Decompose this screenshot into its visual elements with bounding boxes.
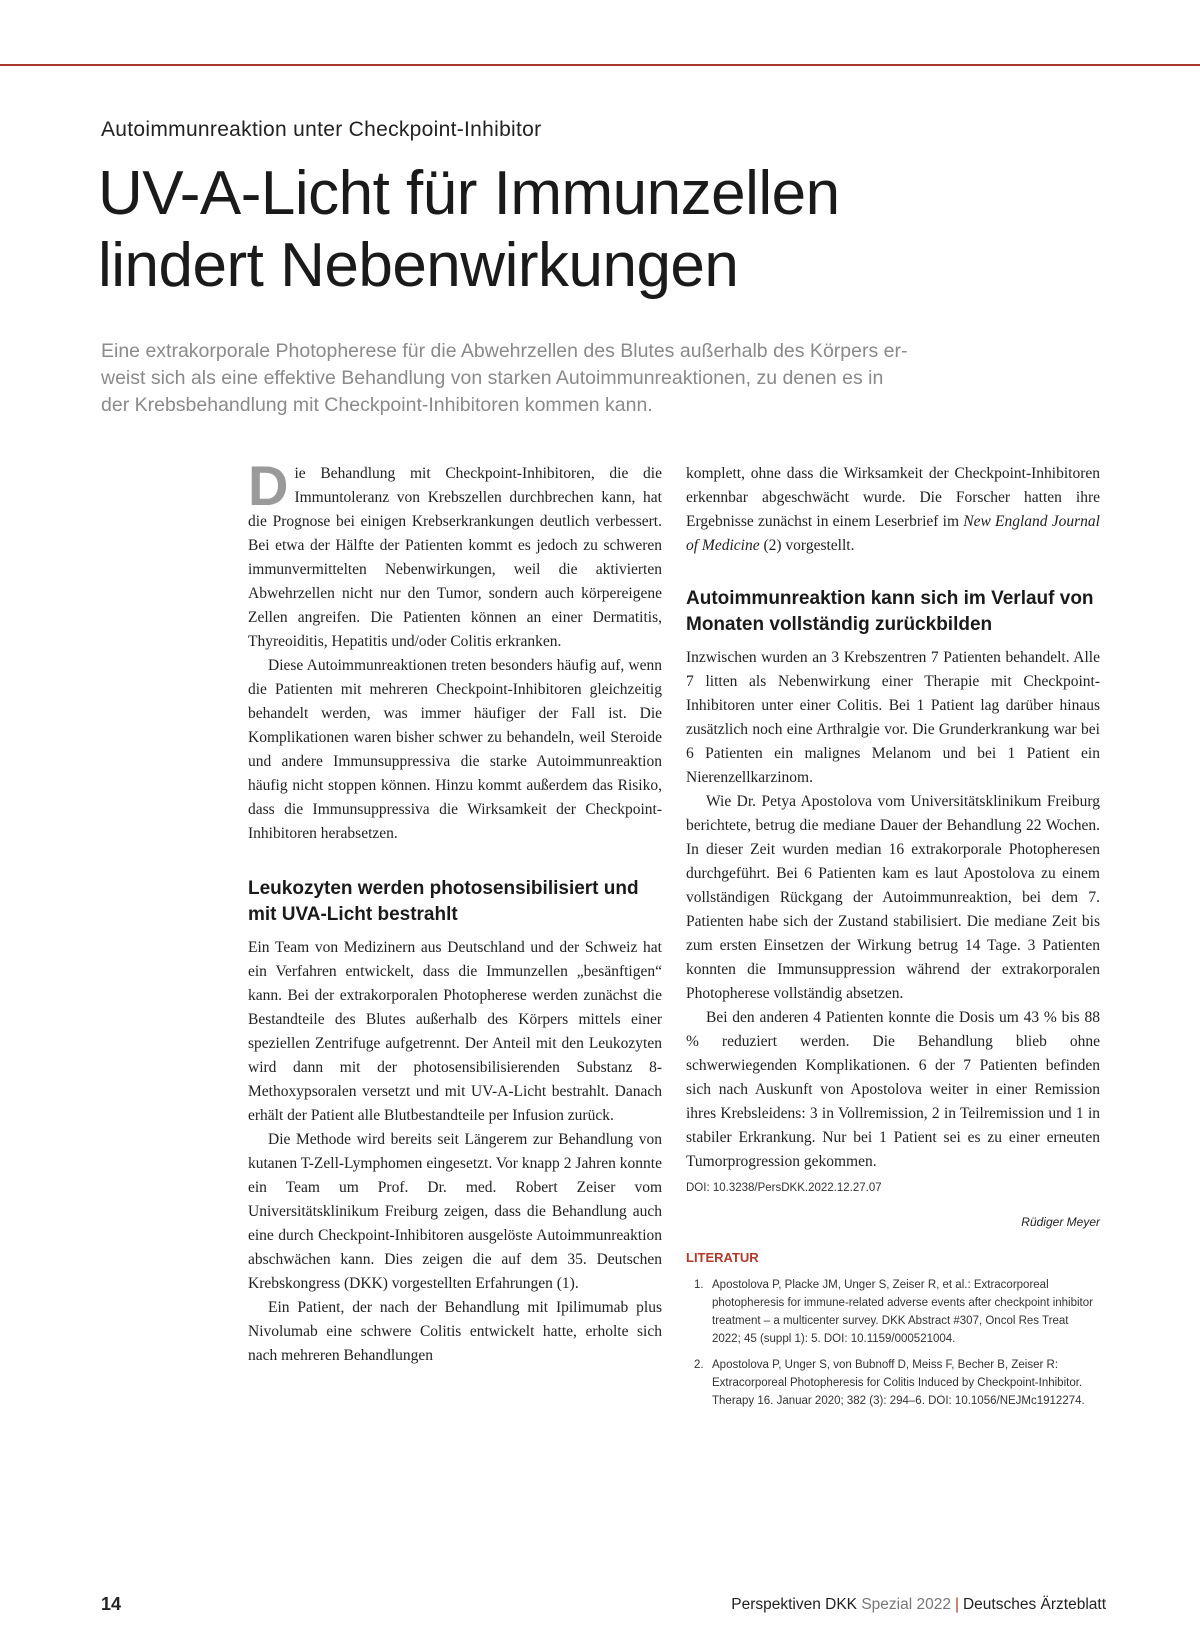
journal-title: Deutsches Ärzteblatt — [962, 1596, 1106, 1613]
drop-cap: D — [248, 454, 289, 517]
doi: DOI: 10.3238/PersDKK.2022.12.27.07 — [686, 1182, 882, 1194]
subheading-2: Autoimmunreaktion kann sich im Verlauf von Monaten vollständig zurückbilden — [686, 588, 1094, 635]
headline-line-1: UV-A-Licht für Immunzellen — [98, 159, 840, 228]
publication-name: Perspektiven DKK — [731, 1596, 858, 1613]
paragraph-4: Die Methode wird bereits seit Längerem zur Behandlung von kutanen T-Zell-Lymphomen eingesetzt. Vor knapp 2 Jahren konnte ein Team um Prof. Dr. med. Robert Zeiser vom Universitätsklinikum Freiburg zeigen, dass die Behandlung auch eine durch Checkpoint-Inhibitoren ausgelöste Autoimmunreaktion abschwächen kann. Dies zeigen die auf dem 35. Deutschen Krebskongress (DKK) vorgestellten Erfahrungen (1). — [248, 1131, 662, 1292]
article-column-left — [248, 454, 662, 1368]
literature-number: 1. — [694, 1279, 704, 1291]
paragraph-3: Ein Team von Medizinern aus Deutschland und der Schweiz hat ein Verfahren entwickelt, dass die Immunzellen „besänftigen“ kann. Bei der extrakorporalen Photopherese werden zunächst die Bestandteile des Blutes außerhalb des Körpers mittels einer speziellen Zentrifuge aufgetrennt. Der Anteil mit den Leukozyten wird dann mit der photosensibilisierenden Substanz 8-Methoxypsoralen versetzt und mit UV-A-Licht bestrahlt. Danach erhält der Patient alle Blutbestandteile per Infusion zurück. — [248, 939, 662, 1124]
teaser-line-2: weist sich als eine effektive Behandlung von starken Autoimmunreaktionen, zu denen es in — [101, 367, 884, 389]
paragraph-6: Inzwischen wurden an 3 Krebszentren 7 Patienten behandelt. Alle 7 litten als Nebenwirkung einer Therapie mit Checkpoint-Inhibitoren unter einer Colitis. Bei 1 Patient lag darüber hinaus zusätzlich noch eine Arthralgie vor. Die Grunderkrankung war bei 6 Patienten ein malignes Melanom und bei 1 Patient ein Nierenzellkarzinom. — [686, 649, 1100, 786]
literature-text: Apostolova P, Placke JM, Unger S, Zeiser R, et al.: Extracorporeal photopheresis for immune-related adverse events after checkpoint inhibitor treatment – a multicenter survey. DKK Abstract #307, Oncol Res Treat 2022; 45 (suppl 1): 5. DOI: 10.1159/000521004. — [712, 1279, 1093, 1345]
literature-item — [686, 1276, 1100, 1348]
footer-separator: | — [954, 1596, 959, 1613]
paragraph-7: Wie Dr. Petya Apostolova vom Universitätsklinikum Freiburg berichtete, betrug die mediane Dauer der Behandlung 22 Wochen. In dieser Zeit wurden median 16 extrakorporale Photopheresen durchgeführt. Bei 6 Patienten kam es laut Apostolova zu einem vollständigen Rückgang der Autoimmunreaktion, bei dem 7. Patienten habe sich der Zustand stabilisiert. Die mediane Zeit bis zum ersten Einsetzen der Wirkung betrug 14 Tage. 3 Patienten konnten die Immunsuppression während der extrakorporalen Photopherese vollständig absetzen. — [686, 793, 1100, 1002]
paragraph-1-text: ie Behandlung mit Checkpoint-Inhibitoren, die die Immuntoleranz von Krebszellen durchbrechen kann, hat die Prognose bei einigen Krebserkrankungen deutlich verbessert. Bei etwa der Hälfte der Patienten kommt es jedoch zu schweren immunvermittelten Nebenwirkungen, weil die aktivierten Abwehrzellen nicht nur den Tumor, sondern auch körpereigene Zellen angreifen. Die Patienten können an einer Dermatitis, Thyreoiditis, Hepatitis und/oder Colitis erkranken. — [248, 465, 662, 650]
literature-text: Apostolova P, Unger S, von Bubnoff D, Meiss F, Becher B, Zeiser R: Extracorporeal Photopheresis for Colitis Induced by Checkpoint-Inhibitor. Therapy 16. Januar 2020; 382 (3): 294–6. DOI: 10.1056/NEJMc1912274. — [712, 1359, 1085, 1407]
paragraph-5-cont-end: (2) vorgestellt. — [759, 537, 855, 554]
teaser — [101, 338, 1091, 419]
paragraph-1 — [248, 454, 662, 654]
article-column-right — [686, 462, 1100, 1418]
paragraph-5-continued — [686, 462, 1100, 558]
paragraph-5: Ein Patient, der nach der Behandlung mit Ipilimumab plus Nivolumab eine schwere Colitis entwickelt hatte, erholte sich nach mehreren Behandlungen — [248, 1299, 662, 1364]
teaser-line-3: der Krebsbehandlung mit Checkpoint-Inhibitoren kommen kann. — [101, 394, 653, 416]
headline — [98, 158, 1098, 302]
headline-line-2: lindert Nebenwirkungen — [98, 231, 739, 300]
subheading-1: Leukozyten werden photosensibilisiert und mit UVA-Licht bestrahlt — [248, 878, 639, 925]
kicker: Autoimmunreaktion unter Checkpoint-Inhibitor — [101, 118, 542, 141]
paragraph-2: Diese Autoimmunreaktionen treten besonders häufig auf, wenn die Patienten mit mehreren Checkpoint-Inhibitoren gleichzeitig behandelt werden, was immer häufiger der Fall ist. Die Komplikationen waren bisher schwer zu behandeln, weil Steroide und andere Immunsuppressiva die starke Autoimmunreaktion häufig nicht stoppen können. Hinzu kommt außerdem das Risiko, dass die Immunsuppressiva die Wirksamkeit der Checkpoint-Inhibitoren herabsetzen. — [248, 657, 662, 842]
literature-number: 2. — [694, 1359, 704, 1371]
teaser-line-1: Eine extrakorporale Photopherese für die Abwehrzellen des Blutes außerhalb des Körpers er- — [101, 340, 908, 362]
literature-heading: LITERATUR — [686, 1250, 759, 1265]
paragraph-8: Bei den anderen 4 Patienten konnte die Dosis um 43 % bis 88 % reduziert werden. Die Behandlung blieb ohne schwerwiegenden Komplikationen. 6 der 7 Patienten befinden sich nach Auskunft von Apostolova weiter in einer Remission ihres Krebsleidens: 3 in Vollremission, 2 in Teilremission und 1 in stabiler Erkrankung. Nur bei 1 Patient sei es zu einer erneuten Tumorprogression gekommen. — [686, 1009, 1100, 1170]
journal-name: New England Journal of Medicine — [686, 513, 1100, 554]
page-number: 14 — [101, 1594, 122, 1614]
footer-publication — [731, 1596, 1106, 1614]
publication-issue: Spezial 2022 — [861, 1596, 951, 1613]
author: Rüdiger Meyer — [1021, 1215, 1100, 1229]
literature-list — [686, 1276, 1100, 1410]
literature-item — [686, 1356, 1100, 1410]
paragraph-5-cont-text: komplett, ohne dass die Wirksamkeit der Checkpoint-Inhibitoren erkennbar abgeschwächt wurde. Die Forscher hatten ihre Ergebnisse zunächst in einem Leserbrief im — [686, 465, 1100, 530]
top-rule — [0, 64, 1200, 66]
